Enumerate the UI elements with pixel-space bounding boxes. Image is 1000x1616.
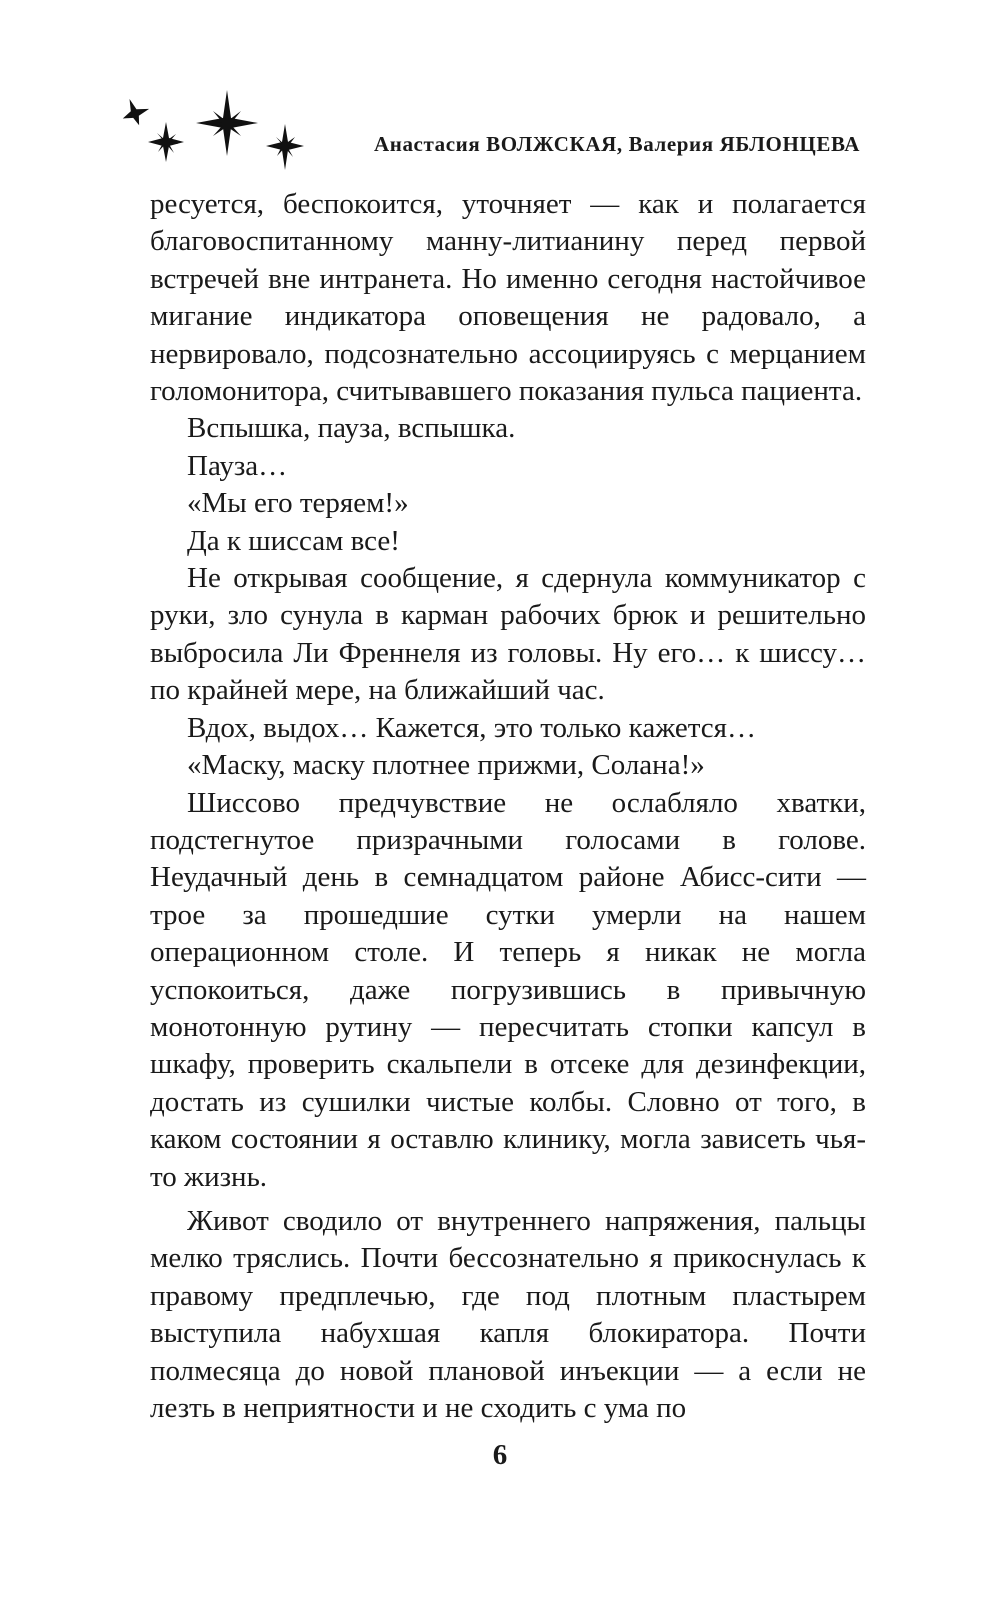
- paragraph: Шиссово предчувствие не ослабляло хватки, подстегнутое призрачными голосами в голове. Неудачный день в семнадцатом районе Абисс-сити — трое за прошедшие сутки умерли на нашем операционном столе. И теперь я никак не могла успокоиться, даже погрузившись в привычную монотонную рутину — пересчитать стопки капсул в шкафу, проверить скальпели в отсеке для дезинфекции, достать из сушилки чистые колбы. Словно от того, в каком состоянии я оставлю клинику, могла зависеть чья-то жизнь.: [150, 786, 866, 1193]
- paragraph: «Мы его теряем!»: [187, 487, 409, 520]
- running-head: Анастасия ВОЛЖСКАЯ, Валерия ЯБЛОНЦЕВА: [373, 132, 860, 156]
- star-large-icon: [196, 90, 258, 156]
- body-text: [150, 186, 866, 1427]
- paragraph: Да к шиссам все!: [187, 524, 400, 557]
- page-number: 6: [492, 1439, 508, 1471]
- star-small-icon: [120, 94, 153, 130]
- star-left-icon: [148, 122, 184, 162]
- paragraph: Вдох, выдох… Кажется, это только кажется…: [187, 711, 756, 744]
- paragraph: Вспышка, пауза, вспышка.: [187, 412, 516, 445]
- paragraph: Живот сводило от внутреннего напряжения, пальцы мелко тряслись. Почти бессознательно я прикоснулась к правому предплечью, где под плотным пластырем выступила набухшая капля блокиратора. Почти полмесяца до новой плановой инъекции — а если не лезть в неприятности и не сходить с ума по: [150, 1204, 866, 1424]
- star-right-icon: [266, 124, 304, 170]
- paragraph: ресуется, беспокоится, уточняет — как и полагается благовоспитанному манну-литианину перед первой встречей вне интранета. Но именно сегодня настойчивое мигание индикатора оповещения не радовало, а нервировало, подсознательно ассоциируясь с мерцанием голомонитора, считывавшего показания пульса пациента.: [150, 188, 866, 408]
- stars-ornament-icon: [120, 90, 320, 190]
- paragraph: Не открывая сообщение, я сдернула коммуникатор с руки, зло сунула в карман рабочих брюк и решительно выбросила Ли Френнеля из головы. Ну его… к шиссу… по крайней мере, на ближайший час.: [150, 562, 866, 707]
- paragraph: «Маску, маску плотнее прижми, Солана!»: [187, 749, 705, 782]
- paragraph: Пауза…: [187, 449, 288, 482]
